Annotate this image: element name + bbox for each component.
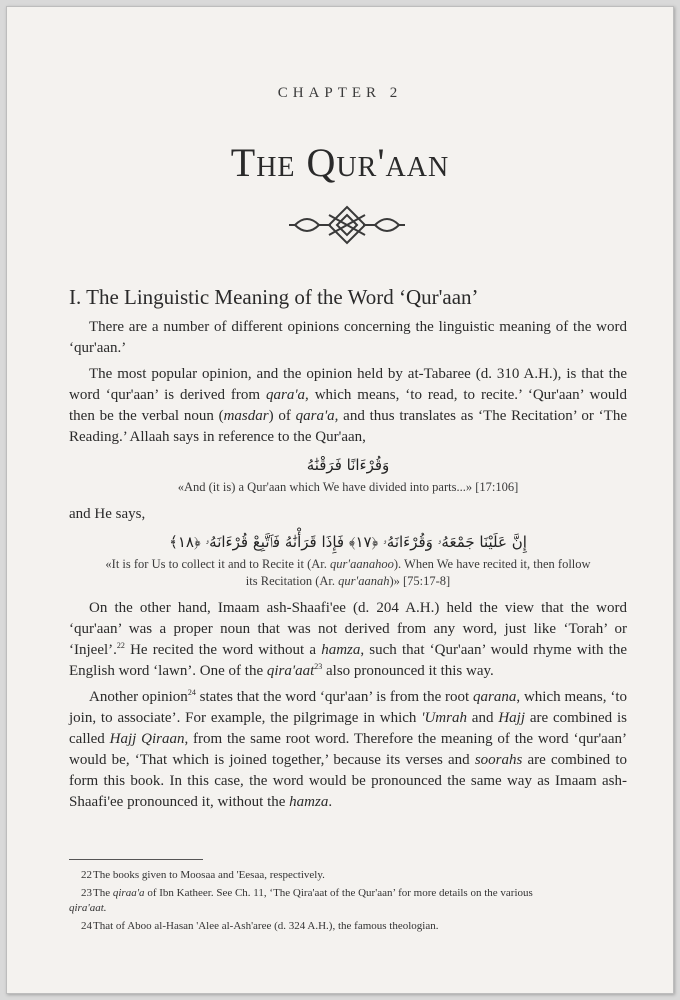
paragraph-1: There are a number of different opinions concerning the linguistic meaning of the word ‘qur'aan.’ <box>69 319 627 356</box>
footnote-24: 24That of Aboo al-Hasan 'Alee al-Ash'aree (d. 324 A.H.), the famous theologian. <box>81 920 439 932</box>
paragraph-3: and He says, <box>69 506 146 522</box>
verse-translation-2: «It is for Us to collect it and to Recite it (Ar. qur'aanahoo). When We have recited it, then follow its Recitation (Ar. qur'aanah)» [75:17-8] <box>105 557 591 588</box>
section-heading: I. The Linguistic Meaning of the Word ‘Qur'aan’ <box>69 285 479 309</box>
paragraph-2: The most popular opinion, and the opinion held by at-Tabaree (d. 310 A.H.), is that the word ‘qur'aan’ is derived from qara'a, which means, ‘to read, to recite.’ ‘Qur'aan’ would then be the verbal noun (masdar) of qara'a, and thus translates as ‘The Recitation’ or ‘The Reading.’ Allaah says in reference to the Qur'aan, <box>69 366 627 445</box>
book-page <box>6 6 674 994</box>
footnote-divider <box>69 859 203 860</box>
chapter-label: CHAPTER 2 <box>277 85 403 101</box>
paragraph-5: Another opinion$^{24}$ states that the word ‘qur'aan’ is from the root qarana, which means, ‘to join, to associate’. For example, the pilgrimage in which 'Umrah and Hajj are combined is called Hajj Qiraan, from the same root word. Therefore the meaning of the word ‘qur'aan’ would be, ‘That which is joined together,’ because its verses and soorahs are combined to form this book. In this case, the word would be pronounced the same way as Imaam ash-Shaafi'ee pronounced it, without the hamza. <box>69 688 627 810</box>
footnotes <box>69 859 627 937</box>
footnote-23: 23The qiraa'a of Ibn Katheer. See Ch. 11, ‘The Qira'aat of the Qur'aan’ for more details on the various qira'aat. <box>69 887 533 914</box>
knotwork-ornament-icon <box>287 203 407 247</box>
footnote-ref-24[interactable]: 24 <box>187 688 196 697</box>
verse-translation-1: «And (it is) a Qur'aan which We have divided into parts...» [17:106] <box>177 480 519 494</box>
arabic-verse-2: إِنَّ عَلَيْنَا جَمْعَهُۥ وَقُرْءَانَهُۥ ﴿١٧﴾ فَإِذَا قَرَأْنَٰهُ فَٱتَّبِعْ قُرْءَانَهُۥ ﴿١٨﴾ <box>169 533 527 551</box>
footnote-ref-23[interactable]: 23 <box>314 662 323 671</box>
paragraph-4: On the other hand, Imaam ash-Shaafi'ee (d. 204 A.H.) held the view that the word ‘qur'aan’ was a proper noun that was not derived from any word, just like ‘Torah’ or ‘Injeel’.$^{22}$ He recited the word without a hamza, such that ‘Qur'aan’ would rhyme with the English word ‘lawn’. One of the qira'aat$^{23}$ also pronounced it this way. <box>69 600 627 679</box>
footnote-ref-22[interactable]: 22 <box>116 641 125 650</box>
chapter-title: The Qur'aan <box>230 140 450 185</box>
arabic-verse-1: وَقُرْءَانًا فَرَقْنَٰهُ <box>306 456 390 474</box>
footnote-22: 22The books given to Moosaa and 'Eesaa, respectively. <box>81 869 325 881</box>
main-text <box>69 283 627 818</box>
